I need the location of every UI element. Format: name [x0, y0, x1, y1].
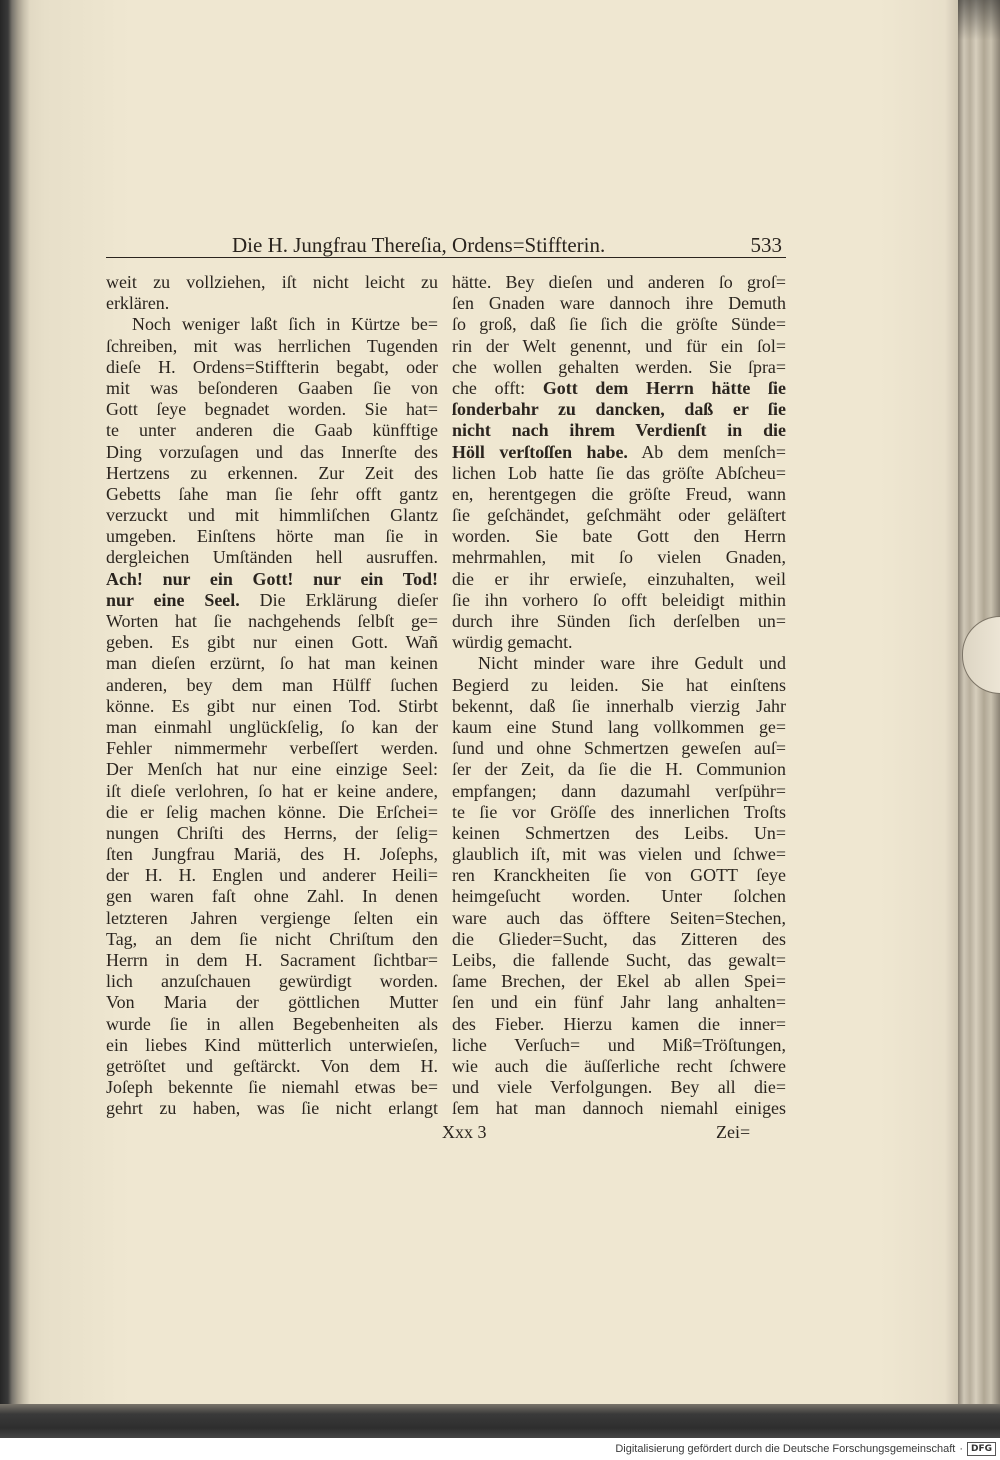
text-line: ſund und ohne Schmertzen geweſen auſ= [452, 738, 786, 759]
footer-bar [0, 1438, 1000, 1460]
text-line: te unter anderen die Gaab künfftige [106, 420, 438, 441]
text-line: che wollen gehalten werden. Sie ſpra= [452, 356, 786, 377]
funding-notice: Digitalisierung gefördert durch die Deutsche Forschungsgemeinschaft [615, 1443, 956, 1455]
text-line: ſo groß, daß ſie ſich die gröſte Sünde= [452, 314, 786, 335]
text-line: Von Maria der göttlichen Mutter [106, 992, 438, 1013]
text-line: ſie ihn vorhero ſo offt beleidigt mithin [452, 589, 786, 610]
text-line: ware auch das öfftere Seiten=Stechen, [452, 907, 786, 928]
text-line: wurde ſie in allen Begebenheiten als [106, 1013, 438, 1034]
text-line: man dieſen erzürnt, ſo hat man keinen [106, 653, 438, 674]
text-line: anderen, bey dem man Hülff ſuchen [106, 674, 438, 695]
text-line: durch ihre Sünden ſich derſelben un= [452, 611, 786, 631]
emphasized-text: ſonderbahr zu dancken, daß er ſie [452, 399, 786, 420]
text-line: dergleichen Umſtänden hell ausruffen. [106, 547, 438, 568]
text-line: man einmahl unglückſelig, ſo kan der [106, 716, 438, 737]
text-line: ein liebes Kind mütterlich unterwieſen, [106, 1034, 438, 1055]
text-line: lich anzuſchauen gewürdigt worden. [106, 971, 438, 992]
text-line: te ſie vor Gröſſe des innerlichen Troſts [452, 801, 786, 822]
text-line: letzteren Jahren vergienge ſelten ein [106, 907, 438, 928]
emphasized-text: nur eine Seel. [106, 589, 240, 610]
text-line: nungen Chriſti des Herrns, der ſelig= [106, 822, 438, 843]
text-line: worden. Sie bate Gott den Herrn [452, 526, 786, 547]
text-line: ſer der Zeit, da ſie die H. Communion [452, 759, 786, 780]
running-head-title: Die H. Jungfrau Thereſia, Ordens=Stiffterin. [232, 233, 606, 257]
text-line: iſt dieſe verlohren, ſo hat er keine andere, [106, 780, 438, 801]
paragraph [106, 272, 438, 314]
text-line: Ding vorzuſagen und das Innerſte des [106, 441, 438, 462]
text-line: ſie geſchändet, geſchmäht oder geläſtert [452, 505, 786, 526]
text-line: geben. Es gibt nur einen Gott. Wañ [106, 632, 438, 653]
text-line: getröſtet und geſtärckt. Von dem H. [106, 1055, 438, 1076]
text-line: Hertzens zu erkennen. Zur Zeit des [106, 462, 438, 483]
paragraph [452, 272, 786, 653]
text-line: Der Menſch hat nur eine einzige Seel: [106, 759, 438, 780]
text-line: die er ſelig machen könne. Die Erſchei= [106, 801, 438, 822]
footer-separator: · [959, 1443, 963, 1455]
emphasized-text: Gott dem Herrn hätte ſie [542, 377, 787, 398]
text-line: Nicht minder ware ihre Gedult und [478, 653, 786, 674]
text-line: heimgeſucht worden. Unter ſolchen [452, 886, 786, 907]
text-line: ſten Jungfrau Mariä, des H. Joſephs, [106, 844, 438, 865]
emphasized-text: nicht nach ihrem Verdienſt in die [452, 420, 786, 441]
text-column-left [106, 272, 438, 1120]
text-line: Gebetts ſahe man ſie ſehr offt gantz [106, 483, 438, 504]
text-line: ſame Brechen, der Ekel ab allen Spei= [452, 971, 786, 992]
text-line [452, 442, 786, 463]
text-line: ſem hat man dannoch niemahl einiges [452, 1098, 786, 1119]
text-segment: Die Erklärung dieſer [239, 589, 438, 610]
text-column-right [452, 272, 786, 1120]
text-segment: che offt: [452, 377, 543, 398]
text-line: und viele Verfolgungen. Bey all die= [452, 1077, 786, 1098]
text-line: erklären. [106, 293, 170, 314]
text-line: lichen Lob hatte ſie das gröſte Abſcheu= [452, 462, 786, 483]
paragraph [106, 314, 438, 1119]
text-line: liche Verſuch= und Miß=Tröſtungen, [452, 1034, 786, 1055]
text-line: bekennt, daß ſie innerhalb vierzig Jahr [452, 695, 786, 716]
text-line: Fehler nimmermehr verbeſſert werden. [106, 738, 438, 759]
text-line: glaublich iſt, mit was vielen und ſchwe= [452, 844, 786, 865]
text-line: Leibs, die fallende Sucht, das gewalt= [452, 950, 786, 970]
text-line: gen waren faſt ohne Zahl. In denen [106, 886, 438, 907]
text-line: die Glieder=Sucht, das Zitteren des [452, 928, 786, 949]
book-spine-edge [0, 0, 30, 1404]
text-segment: Ab dem menſch= [627, 441, 786, 462]
text-line: die er ihr erwieſe, einzuhalten, weil [452, 568, 786, 589]
text-line: ren Kranckheiten ſie von GOTT ſeye [452, 865, 786, 886]
text-line: gehrt zu haben, was ſie nicht erlangt [106, 1098, 438, 1119]
text-line [106, 569, 438, 590]
text-line: Begierd zu leiden. Sie hat einſtens [452, 674, 786, 695]
catchword: Zei= [716, 1122, 751, 1142]
dfg-logo: DFG [967, 1442, 996, 1456]
text-line [106, 590, 438, 611]
text-line: mehrmahlen, mit ſo vielen Gnaden, [452, 547, 786, 568]
text-line: dieſe H. Ordens=Stiffterin begabt, oder [106, 356, 438, 377]
emphasized-text: Höll verſtoſſen habe. [452, 441, 628, 462]
page-edges-right [958, 0, 1000, 1404]
text-line: der H. H. Englen und anderer Heili= [106, 865, 438, 886]
text-line: weit zu vollziehen, iſt nicht leicht zu [106, 272, 438, 292]
text-line: Herrn in dem H. Sacrament ſichtbar= [106, 950, 438, 970]
text-line: mit was beſonderen Gaaben ſie von [106, 377, 438, 398]
text-line: kaum eine Stund lang vollkommen ge= [452, 716, 786, 737]
running-head [106, 226, 786, 258]
text-line: Noch weniger laßt ſich in Kürtze be= [132, 314, 438, 335]
text-line: ſen und ein fünf Jahr lang anhalten= [452, 992, 786, 1013]
text-line: empfangen; dann dazumahl verſpühr= [452, 780, 786, 801]
text-line: könne. Es gibt nur einen Tod. Stirbt [106, 695, 438, 716]
signature-mark: Xxx 3 [442, 1122, 487, 1142]
text-line [452, 399, 786, 420]
text-line: des Fieber. Hierzu kamen die inner= [452, 1013, 786, 1034]
emphasized-text: Ach! nur ein Gott! nur ein Tod! [106, 568, 438, 589]
text-line: Gott ſeye begnadet worden. Sie hat= [106, 399, 438, 420]
text-line: Tag, an dem ſie nicht Chriſtum den [106, 928, 438, 949]
text-line: Worten hat ſie nachgehends ſelbſt ge= [106, 611, 438, 631]
text-line: verzuckt und mit himmliſchen Glantz [106, 505, 438, 526]
book-bottom-edge [0, 1404, 1000, 1438]
text-line: wie auch die äuſſerliche recht ſchwere [452, 1055, 786, 1076]
text-line: ſen Gnaden ware dannoch ihre Demuth [452, 293, 786, 314]
text-line [452, 420, 786, 441]
page-number: 533 [750, 233, 782, 257]
text-line: en, herentgegen die gröſte Freud, wann [452, 483, 786, 504]
text-line [452, 378, 786, 399]
text-line: umgeben. Einſtens hörte man ſie in [106, 526, 438, 547]
text-line: ſchreiben, mit was herrlichen Tugenden [106, 335, 438, 356]
text-line: Joſeph bekennte ſie niemahl etwas be= [106, 1077, 438, 1098]
paragraph [452, 653, 786, 1119]
text-line: keinen Schmertzen des Leibs. Un= [452, 822, 786, 843]
text-line: rin der Welt genennt, und für ein ſol= [452, 335, 786, 356]
text-line: würdig gemacht. [452, 632, 573, 653]
text-line: hätte. Bey dieſen und anderen ſo groſ= [452, 272, 786, 292]
